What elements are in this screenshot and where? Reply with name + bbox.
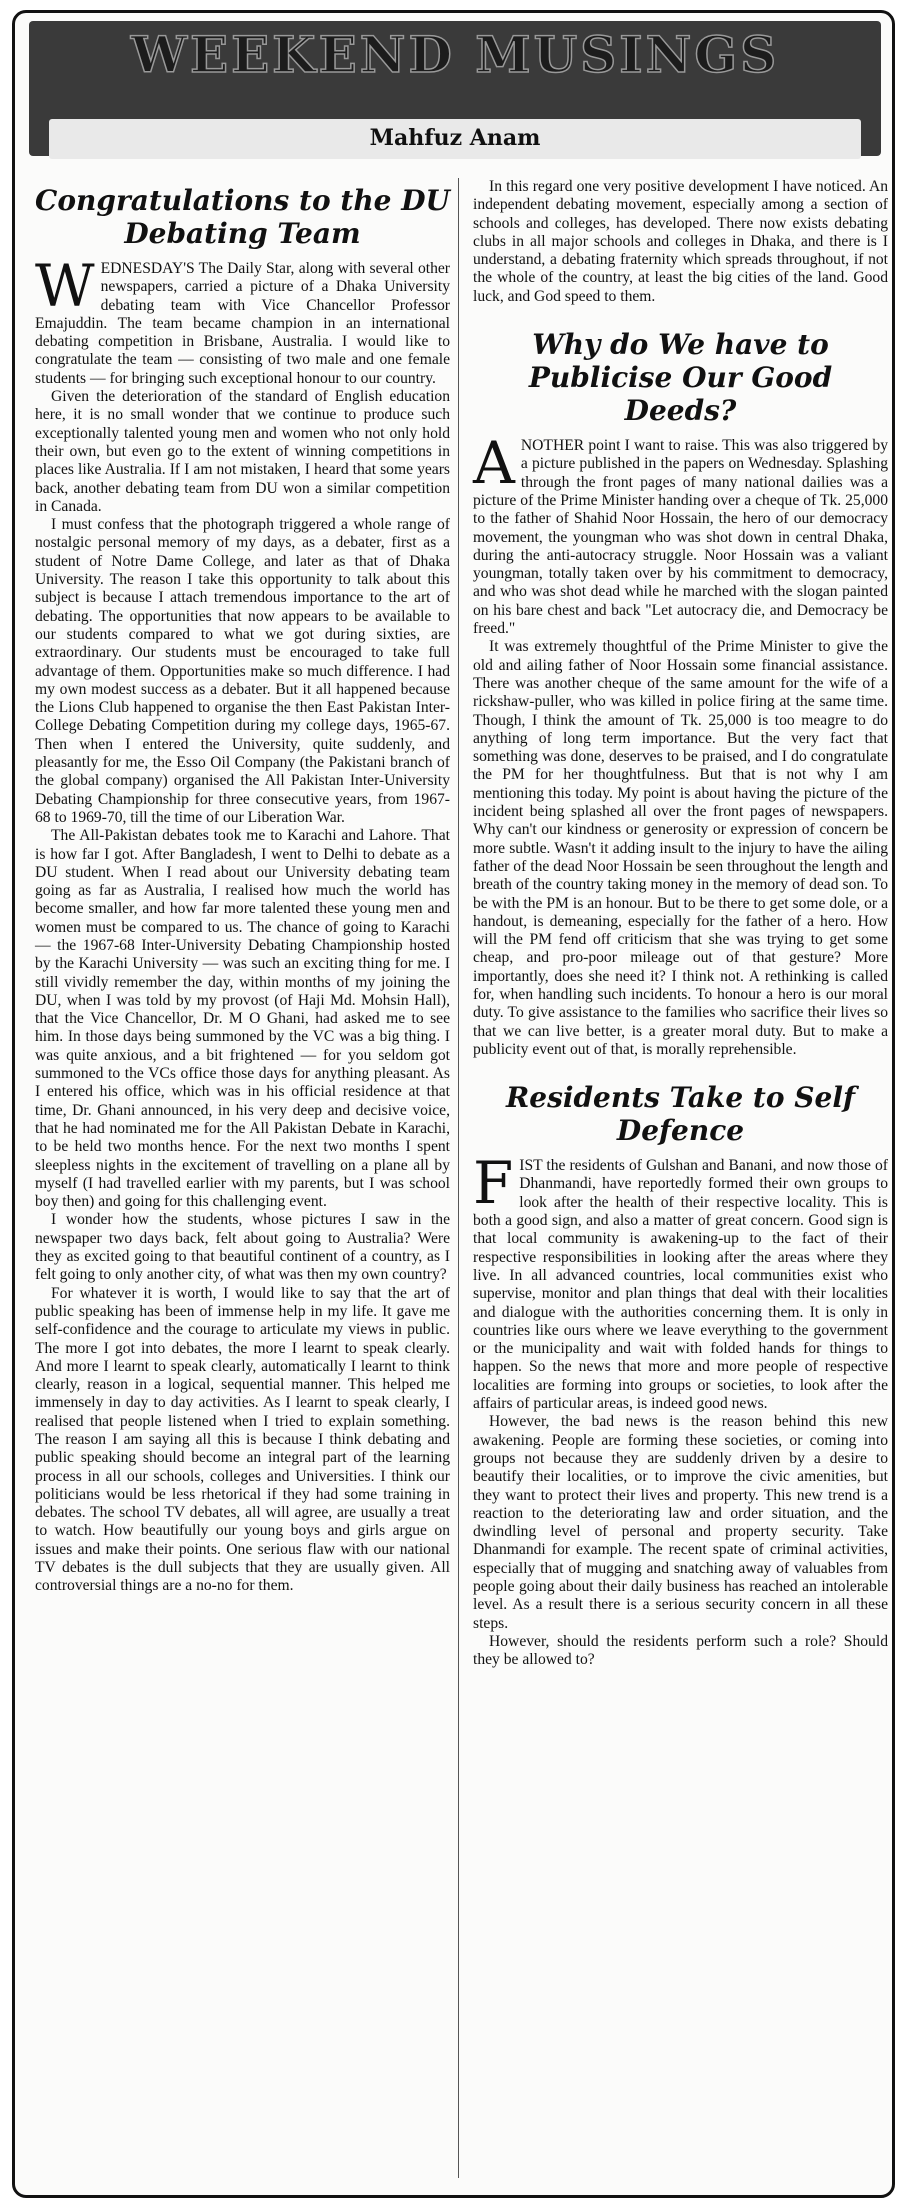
article-3-paragraph: However, the bad news is the reason behind this new awakening. People are forming these societies, or coming into groups not because they are suddenly driven by a desire to beautify their localities, or to improve the civic amenities, but they want to protect their lives and property. This new trend is a reaction to the deteriorating law and order situation, and the dwindling level of personal and property security. Take Dhanmandi for example. The recent spate of criminal activities, especially that of mugging and snatching away of valuables from people going about their daily business has reached an intolerable level. As a result there is a serious security concern in all these steps. [473, 1413, 888, 1632]
article-1-continuation: In this regard one very positive development I have noticed. An independent debating movement, especially among a section of schools and colleges, has developed. There now exists debating clubs in all major schools and colleges in Dhaka, and there is I understand, a debating fraternity which spreads throughout, if not the whole of the country, at least the big cities of the land. Good luck, and God speed to them. [473, 178, 888, 305]
author-byline: Mahfuz Anam [369, 125, 541, 151]
article-3-headline: Residents Take to Self Defence [505, 1081, 855, 1148]
byline-box [49, 119, 861, 159]
article-2-paragraph: It was extremely thoughtful of the Prime Minister to give the old and ailing father of Noor Hossain some financial assistance. There was another cheque of the same amount for the wife of a rickshaw-puller, who was killed in police firing at the same time. Though, I think the amount of Tk. 25,000 is too meagre to do anything of long term importance. But the very fact that something was done, deserves to be praised, and I do congratulate the PM for her thoughtfulness. But that is not why I am mentioning this today. My point is about having the picture of the incident being splashed all over the front pages of newspapers. Why can't our kindness or generosity or expression of concern be more subtle. Wasn't it adding insult to the injury to have the ailing father of the dead Noor Hossain be seen throughout the length and breath of the country taking money in the memory of dead son. To be with the PM is an honour. But to be there to get some dole, or a handout, is demeaning, especially for the father of a hero. How will the PM fend off criticism that she was trying to get some cheap, and pro-poor mileage out of that gesture? More importantly, does she need it? I think not. A rethinking is called for, when handling such incidents. To honour a hero is our moral duty. To give assistance to the families who sacrifice their lives so that we can live better, is a greater moral duty. But to make a publicity event out of that, is morally reprehensible. [473, 638, 888, 1058]
article-3-paragraph: However, should the residents perform such a role? Should they be allowed to? [473, 1632, 888, 1669]
article-3-paragraph: FIST the residents of Gulshan and Banani, and now those of Dhanmandi, have reportedly formed their own groups to look after the health of their respective locality. This is both a good sign, and also a matter of great concern. Good sign is that local community is awakening-up to the fact of their respective responsibilities in looking after the areas where they live. In all advanced countries, local communities exist who supervise, monitor and plan things that deal with their localities and dialogue with the authorities concerning them. It is only in countries like ours where we leave everything to the government or the municipality and wait with folded hands for things to happen. So the news that more and more people of respective localities are forming into groups or societies, to look after the affairs of particular areas, is indeed good news. [473, 1149, 888, 1413]
article-2-paragraph: ANOTHER point I want to raise. This was also triggered by a picture published in the papers on Wednesday. Splashing through the front pages of many national dailies was a picture of the Prime Minister handing over a cheque of Tk. 25,000 to the father of Shahid Noor Hossain, the hero of our democracy movement, the youngman who was shot down in central Dhaka, during the anti-autocracy struggle. Noor Hossain was a valiant youngman, totally taken over by his commitment to democracy, and who was shot dead while he marched with the slogan painted on his bare chest and back "Let autocracy die, and Democracy be freed." [473, 429, 888, 638]
column-banner [29, 21, 881, 156]
article-1-paragraph: Given the deterioration of the standard of English education here, it is no small wonder that we continue to produce such exceptionally talented young men and women who not only hold their own, but even go to the extent of winning competitions in places like Australia. If I am not mistaken, I heard that some years back, another debating team from DU won a similar competition in Canada. [35, 388, 450, 515]
newspaper-page [12, 10, 895, 2198]
article-1-paragraph: WEDNESDAY'S The Daily Star, along with several other newspapers, carried a picture of a Dhaka University debating team with Vice Chancellor Professor Emajuddin. The team became champion in an international debating competition in Brisbane, Australia. I would like to congratulate the team — consisting of two male and one female students — for bringing such exceptional honour to our country. [35, 252, 450, 387]
drop-cap: F [473, 1149, 514, 1218]
column-divider [458, 178, 459, 2178]
right-column [473, 178, 888, 1669]
drop-cap: A [473, 429, 515, 498]
article-2-headline: Why do We have to Publicise Our Good Deeds? [528, 328, 833, 428]
drop-cap: W [35, 252, 95, 320]
article-1-paragraph: For whatever it is worth, I would like to say that the art of public speaking has been of immense help in my life. It gave me self-confidence and the courage to articulate my views in public. The more I got into debates, the more I learnt to speak clearly. And more I learnt to speak clearly, automatically I learnt to think clearly, reason in a logical, sequential manner. This helped me immensely in day to day activities. As I learnt to speak clearly, I realised that people listened when I tried to explain something. The reason I am saying all this is because I think debating and public speaking should become an integral part of the learning process in all our schools, colleges and Universities. I think our politicians would be less rhetorical if they had some training in debates. The school TV debates, all will agree, are usually a treat to watch. How beautifully our young boys and girls argue on issues and make their points. One serious flaw with our national TV debates is the dull subjects that they are usually given. All controversial things are a no-no for them. [35, 1284, 450, 1595]
article-1-paragraph: The All-Pakistan debates took me to Karachi and Lahore. That is how far I got. After Bangladesh, I went to Delhi to debate as a DU student. When I read about our University debating team going as far as Australia, I realised how much the world has become smaller, and how far more talented these young men and women must be compared to us. The chance of going to Karachi — the 1967-68 Inter-University Debating Championship hosted by the Karachi University — was such an exciting thing for me. I still vividly remember the day, within months of my joining the DU, when I was told by my provost (of Haji Md. Mohsin Hall), that the Vice Chancellor, Dr. M O Ghani, had asked me to see him. In those days being summoned by the VC was a big thing. I was quite anxious, and a bit frightened — for you seldom got summoned to the VCs office those days for anything pleasant. As I entered his office, which was in his official residence at that time, Dr. Ghani announced, in his very deep and decisive voice, that he had nominated me for the All Pakistan Debate in Karachi, to be held two months hence. For the next two months I spent sleepless nights in the excitement of travelling on a plane all by myself (I had travelled earlier with my parents, but I was school boy then) and going for this challenging event. [35, 827, 450, 1211]
left-column [35, 178, 450, 1596]
article-1-headline: Congratulations to the DU Debating Team [35, 184, 450, 250]
article-1-paragraph: I wonder how the students, whose pictures I saw in the newspaper two days back, felt about going to Australia? Were they as excited going to that beautiful continent of a country, as I felt going to only another city, of what was then my own country? [35, 1211, 450, 1284]
column-title: WEEKEND MUSINGS [130, 25, 780, 84]
article-1-paragraph: I must confess that the photograph triggered a whole range of nostalgic personal memory of my days, as a debater, first as a student of Notre Dame College, and later as that of Dhaka University. The reason I take this opportunity to talk about this subject is because I attach tremendous importance to the art of debating. The opportunities that now appears to be available to our students compared to what we got during sixties, are extraordinary. Our students must be encouraged to take full advantage of them. Opportunities make so much difference. I had my own modest success as a debater. But it all happened because the Lions Club happened to organise the then East Pakistan Inter-College Debating Competition during my college days, 1965-67. Then when I entered the University, quite suddenly, and pleasantly for me, the Esso Oil Company (the Pakistani branch of the global company) organised the All Pakistan Inter-University Debating Championship for three consecutive years, from 1967-68 to 1969-70, till the time of our Liberation War. [35, 516, 450, 826]
